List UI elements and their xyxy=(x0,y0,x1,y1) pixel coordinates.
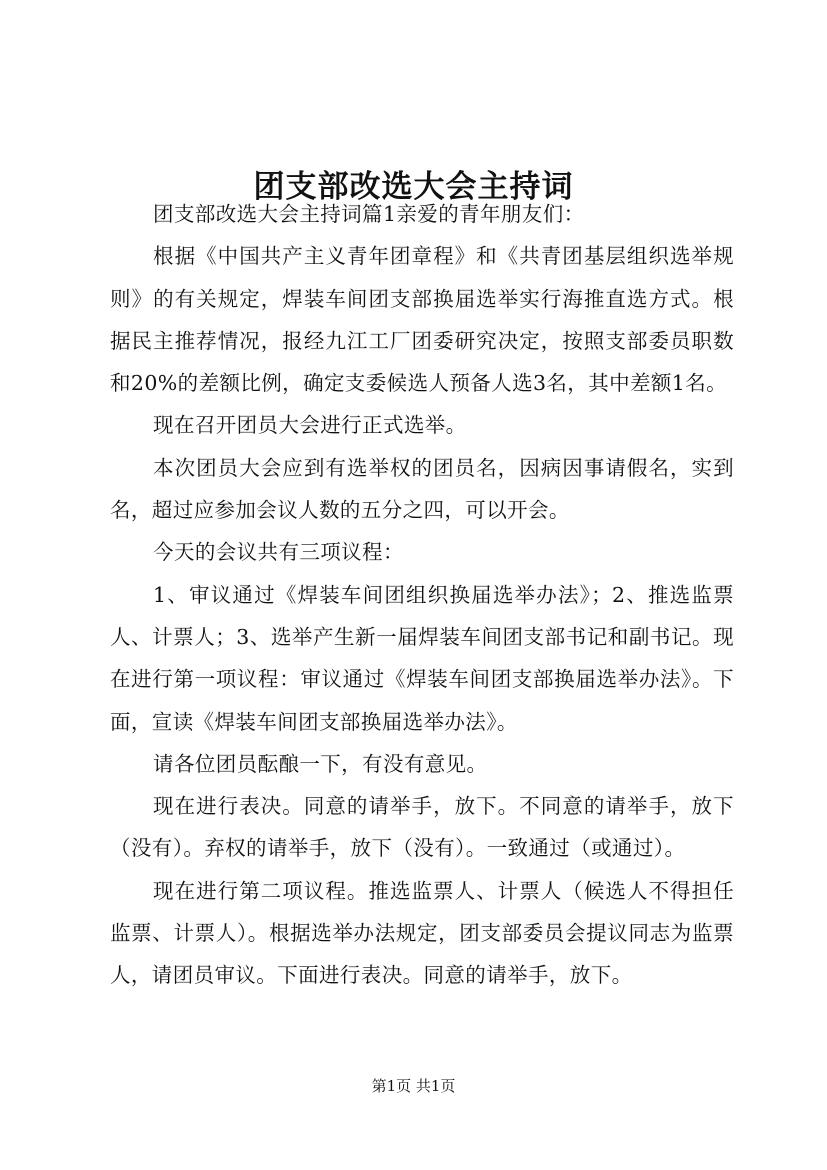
document-title: 团支部改选大会主持词 xyxy=(253,168,574,205)
paragraph-second-agenda: 现在进行第二项议程。推选监票人、计票人（候选人不得担任监票、计票人）。根据选举办法规定，团支部委员会提议同志为监票人，请团员审议。下面进行表决。同意的请举手，放下。 xyxy=(110,878,734,988)
paragraph-meeting-start: 现在召开团员大会进行正式选举。 xyxy=(153,413,467,438)
paragraph-election-basis: 根据《中国共产主义青年团章程》和《共青团基层组织选举规则》的有关规定，焊装车间团支部换届选举实行海推直选方式。根据民主推荐情况，报经九江工厂团委研究决定，按照支部委员职数和20%的差额比例，确定支委候选人预备人选3名，其中差额1名。 xyxy=(110,244,734,396)
paragraph-vote: 现在进行表决。同意的请举手，放下。不同意的请举手，放下（没有）。弃权的请举手，放下（没有）。一致通过（或通过）。 xyxy=(110,794,734,861)
paragraph-greeting: 团支部改选大会主持词篇1亲爱的青年朋友们： xyxy=(153,202,585,226)
document-body xyxy=(110,193,734,997)
paragraph-agenda-intro: 今天的会议共有三项议程： xyxy=(153,540,404,565)
paragraph-deliberation: 请各位团员酝酿一下，有没有意见。 xyxy=(153,751,488,776)
page-number-footer: 第1页 共1页 xyxy=(371,1077,456,1095)
paragraph-agenda-items: 1、审议通过《焊装车间团组织换届选举办法》；2、推选监票人、计票人；3、选举产生新一届焊装车间团支部书记和副书记。现在进行第一项议程：审议通过《焊装车间团支部换届选举办法》。下面，宣读《焊装车间团支部换届选举办法》。 xyxy=(110,582,734,734)
paragraph-attendance: 本次团员大会应到有选举权的团员名，因病因事请假名，实到名，超过应参加会议人数的五分之四，可以开会。 xyxy=(110,455,734,523)
